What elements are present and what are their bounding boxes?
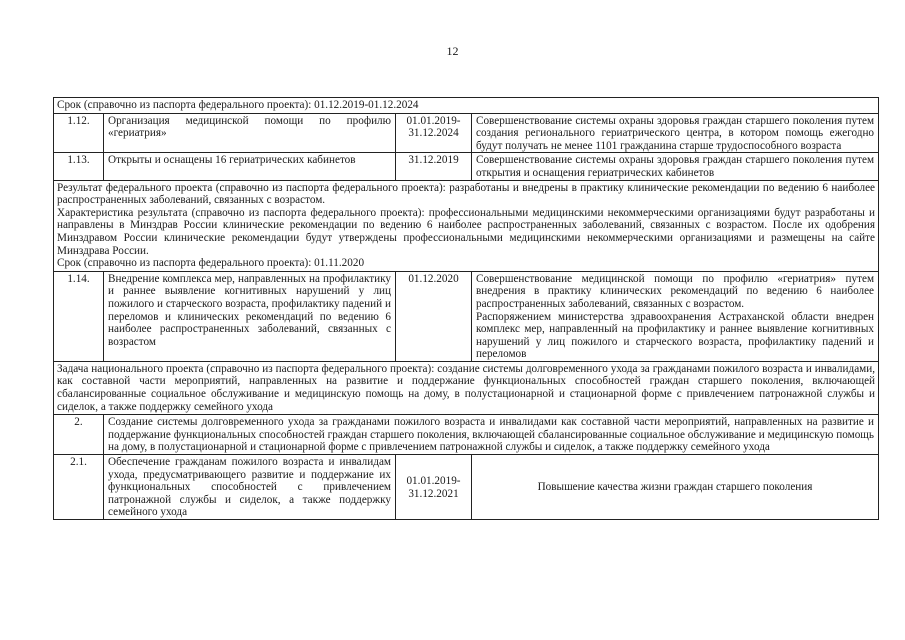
document-table-container <box>53 97 878 520</box>
activity-cell: Внедрение комплекса мер, направленных на профилактику и раннее выявление когнитивных нарушений у лиц пожилого и старческого возраста, профилактику падений и переломов и клинических рекомендаций по ведению 6 наиболее распространенных заболеваний, связанных с возрастом <box>104 271 396 361</box>
deadline-text: Срок (справочно из паспорта федерального проекта): 01.11.2020 <box>57 257 365 270</box>
deadline-cell: Срок (справочно из паспорта федерального проекта): 01.12.2019-01.12.2024 <box>54 98 879 114</box>
row-number: 1.12. <box>54 113 104 153</box>
table-row <box>54 153 879 180</box>
result-cell: Совершенствование системы охраны здоровья граждан старшего поколения путем создания регионального гериатрического центра, в котором помощь ежегодно будут получать не менее 1101 гражданина старше трудоспособного возраста <box>472 113 879 153</box>
row-number: 2. <box>54 415 104 455</box>
result-cell: Повышение качества жизни граждан старшего поколения <box>472 455 879 520</box>
project-result-text: Результат федерального проекта (справочно из паспорта федерального проекта): разработаны и внедрены в практику клинические рекомендации по ведению 6 наиболее распространенных заболеваний, связанных с возрастом. <box>57 181 876 207</box>
national-task-cell: Задача национального проекта (справочно из паспорта федерального проекта): создание системы долговременного ухода за гражданами пожилого возраста и инвалидами, как составной части мероприятий, направленных на развитие и поддержание функциональных способностей граждан старшего поколения, включающей сбалансированные социальное обслуживание и медицинскую помощь на дому, в полустационарной и стационарной форме с привлечением патронажной службы и сиделок, а также поддержку семейного ухода <box>54 361 879 414</box>
table-row <box>54 455 879 520</box>
result-cell: Совершенствование системы охраны здоровья граждан старшего поколения путем открытия и оснащения гериатрических кабинетов <box>472 153 879 180</box>
activity-cell: Открыты и оснащены 16 гериатрических кабинетов <box>104 153 396 180</box>
section-title-cell: Создание системы долговременного ухода за гражданами пожилого возраста и инвалидами как составной части мероприятий, направленных на развитие и поддержание функциональных способностей граждан старшего поколения, включающей сбалансированные социальное обслуживание и медицинскую помощь на дому, в полустационарной и стационарной форме с привлечением патронажной службы и сиделок, а также поддержку семейного ухода <box>104 415 879 455</box>
row-number: 2.1. <box>54 455 104 520</box>
table-row <box>54 98 879 114</box>
activity-cell: Организация медицинской помощи по профилю «гериатрия» <box>104 113 396 153</box>
result-text: Совершенствование медицинской помощи по профилю «гериатрия» путем внедрения в практику клинических рекомендаций по ведению 6 наиболее распространенных заболеваний, связанных с возрастом. <box>476 272 875 310</box>
table-row <box>54 180 879 271</box>
date-cell: 01.12.2020 <box>396 271 472 361</box>
activity-cell: Обеспечение гражданам пожилого возраста и инвалидам ухода, предусматривающего развитие и поддержание их функциональных способностей с привлечением патронажной службы и сиделок, а также поддержку семейного ухода <box>104 455 396 520</box>
result-text-order: Распоряжением министерства здравоохранения Астраханской области внедрен комплекс мер, направленный на профилактику и раннее выявление когнитивных нарушений у лиц пожилого и старческого возраста, профилактику падений и переломов <box>476 310 875 361</box>
row-number: 1.14. <box>54 271 104 361</box>
table-row <box>54 113 879 153</box>
table-row <box>54 415 879 455</box>
date-cell: 31.12.2019 <box>396 153 472 180</box>
table-row <box>54 361 879 414</box>
result-characteristic-text: Характеристика результата (справочно из паспорта федерального проекта): профессиональными медицинскими некоммерческими организациями будут разработаны и направлены в Минздрав России клинические рекомендации по ведению 6 наиболее распространенных заболеваний, связанных с возрастом. После их одобрения Минздравом России клинические рекомендации будут утверждены профессиональными медицинскими некоммерческими организациями и размещены на сайте Минздрава России. <box>57 206 876 257</box>
table-row <box>54 271 879 361</box>
result-cell <box>472 271 879 361</box>
measures-table <box>53 97 879 520</box>
row-number: 1.13. <box>54 153 104 180</box>
date-cell: 01.01.2019-31.12.2024 <box>396 113 472 153</box>
page-number: 12 <box>446 44 459 58</box>
project-result-cell <box>54 180 879 271</box>
date-cell: 01.01.2019-31.12.2021 <box>396 455 472 520</box>
